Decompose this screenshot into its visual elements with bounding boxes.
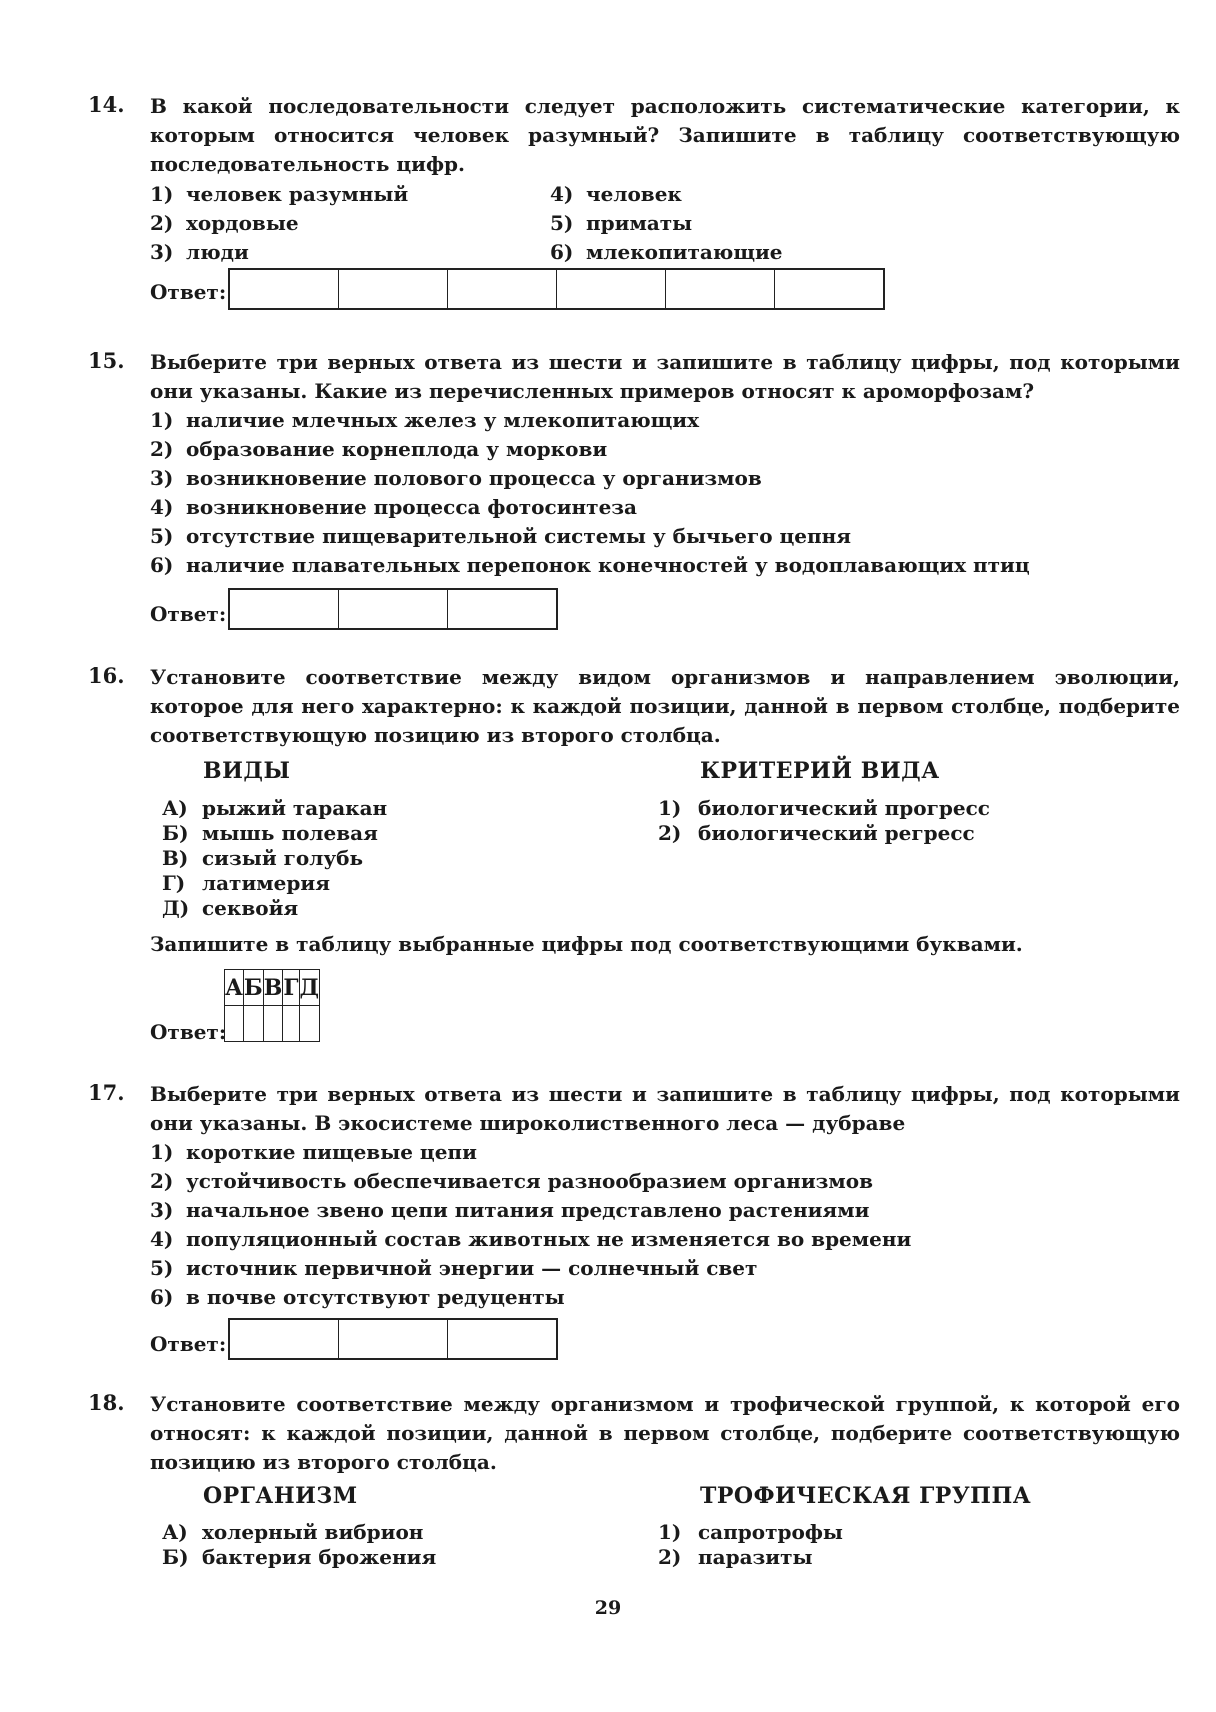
answer-cell[interactable] [225, 1006, 244, 1042]
option-4: 4) возникновение процесса фотосинтеза [150, 495, 638, 519]
question-text: В какой последовательности следует расположить систематические категории, к которым относится человек разумный? Запишите в таблицу соответствующую последовательность цифр. [150, 94, 1180, 176]
answer-cell[interactable] [338, 270, 447, 308]
answer-cell[interactable] [243, 1006, 263, 1042]
answer-cell[interactable] [447, 1320, 556, 1358]
answer-cell[interactable] [556, 270, 665, 308]
option-5: 5) источник первичной энергии — солнечный свет [150, 1256, 758, 1280]
left-column-items [162, 796, 387, 921]
option-2: 2) образование корнеплода у моркови [150, 437, 608, 461]
question-number: 14. [88, 92, 125, 117]
left-item-g: Г) латимерия [162, 871, 330, 895]
options-list [150, 1138, 1180, 1312]
question-text: Установите соответствие между видом организмов и направлением эволюции, которое для него характерно: к каждой позиции, данной в первом столбце, подберите соответствующую позицию из второго столбца. [150, 665, 1180, 747]
answer-cell[interactable] [299, 1006, 320, 1042]
left-item-a: А) холерный вибрион [162, 1520, 424, 1544]
letter-cell: А [225, 970, 244, 1006]
left-column-header: ВИДЫ [203, 758, 291, 784]
question-number: 17. [88, 1080, 125, 1105]
letter-cell: Б [243, 970, 263, 1006]
right-item-2: 2) биологический регресс [658, 821, 975, 845]
question-text: Выберите три верных ответа из шести и запишите в таблицу цифры, под которыми они указаны. Какие из перечисленных примеров относят к ароморфозам? [150, 350, 1180, 403]
letter-cell: В [263, 970, 283, 1006]
answer-cell[interactable] [230, 1320, 338, 1358]
option-4: 4) человек [550, 182, 682, 206]
question-text: Выберите три верных ответа из шести и запишите в таблицу цифры, под которыми они указаны. В экосистеме широколиственного леса — дубраве [150, 1082, 1180, 1135]
letter-cell: Д [299, 970, 320, 1006]
left-item-b: Б) мышь полевая [162, 821, 378, 845]
question-number: 18. [88, 1390, 125, 1415]
answer-cells [228, 1318, 558, 1360]
option-5: 5) приматы [550, 211, 693, 235]
answer-label: Ответ: [150, 1332, 227, 1356]
answer-table-header [225, 970, 320, 1006]
option-6: 6) наличие плавательных перепонок конечностей у водоплавающих птиц [150, 553, 1030, 577]
right-item-1: 1) сапротрофы [658, 1520, 843, 1544]
answer-label: Ответ: [150, 280, 227, 304]
option-5: 5) отсутствие пищеварительной системы у бычьего цепня [150, 524, 852, 548]
option-3: 3) люди [150, 240, 249, 264]
left-item-d: Д) секвойя [162, 896, 299, 920]
right-item-2: 2) паразиты [658, 1545, 813, 1569]
answer-cell[interactable] [338, 1320, 447, 1358]
right-column-items [658, 796, 990, 846]
options-right [550, 180, 1180, 267]
answer-label: Ответ: [150, 1020, 227, 1044]
page-number: 29 [594, 1597, 622, 1619]
letter-cell: Г [283, 970, 299, 1006]
answer-cells [228, 268, 885, 310]
right-column-items [658, 1520, 843, 1570]
answer-table-row [225, 1006, 320, 1042]
answer-cell[interactable] [338, 590, 447, 628]
question-text: Установите соответствие между организмом и трофической группой, к которой его относят: к каждой позиции, данной в первом столбце, подберите соответствующую позицию из второго столбца. [150, 1392, 1180, 1474]
answer-cell[interactable] [283, 1006, 299, 1042]
answer-cell[interactable] [774, 270, 883, 308]
answer-cells [228, 588, 558, 630]
right-item-1: 1) биологический прогресс [658, 796, 990, 820]
question-number: 16. [88, 663, 125, 688]
left-item-b: Б) бактерия брожения [162, 1545, 437, 1569]
option-1: 1) человек разумный [150, 182, 409, 206]
option-1: 1) короткие пищевые цепи [150, 1140, 477, 1164]
answer-cell[interactable] [447, 270, 556, 308]
answer-cell[interactable] [230, 590, 338, 628]
instruction: Запишите в таблицу выбранные цифры под соответствующими буквами. [150, 932, 1023, 956]
answer-table [224, 969, 320, 1042]
option-3: 3) начальное звено цепи питания представлено растениями [150, 1198, 870, 1222]
left-column-items [162, 1520, 436, 1570]
left-item-v: В) сизый голубь [162, 846, 364, 870]
option-6: 6) в почве отсутствуют редуценты [150, 1285, 565, 1309]
option-2: 2) хордовые [150, 211, 299, 235]
answer-cell[interactable] [263, 1006, 283, 1042]
option-1: 1) наличие млечных желез у млекопитающих [150, 408, 700, 432]
question-number: 15. [88, 348, 125, 373]
option-2: 2) устойчивость обеспечивается разнообразием организмов [150, 1169, 874, 1193]
left-item-a: А) рыжий таракан [162, 796, 388, 820]
options-left [150, 180, 540, 267]
answer-cell[interactable] [447, 590, 556, 628]
option-4: 4) популяционный состав животных не изменяется во времени [150, 1227, 912, 1251]
answer-cell[interactable] [230, 270, 338, 308]
answer-cell[interactable] [665, 270, 774, 308]
right-column-header: КРИТЕРИЙ ВИДА [700, 758, 940, 784]
right-column-header: ТРОФИЧЕСКАЯ ГРУППА [700, 1483, 1032, 1509]
option-6: 6) млекопитающие [550, 240, 783, 264]
option-3: 3) возникновение полового процесса у организмов [150, 466, 762, 490]
options-list [150, 406, 1180, 580]
left-column-header: ОРГАНИЗМ [203, 1483, 358, 1509]
answer-label: Ответ: [150, 602, 227, 626]
